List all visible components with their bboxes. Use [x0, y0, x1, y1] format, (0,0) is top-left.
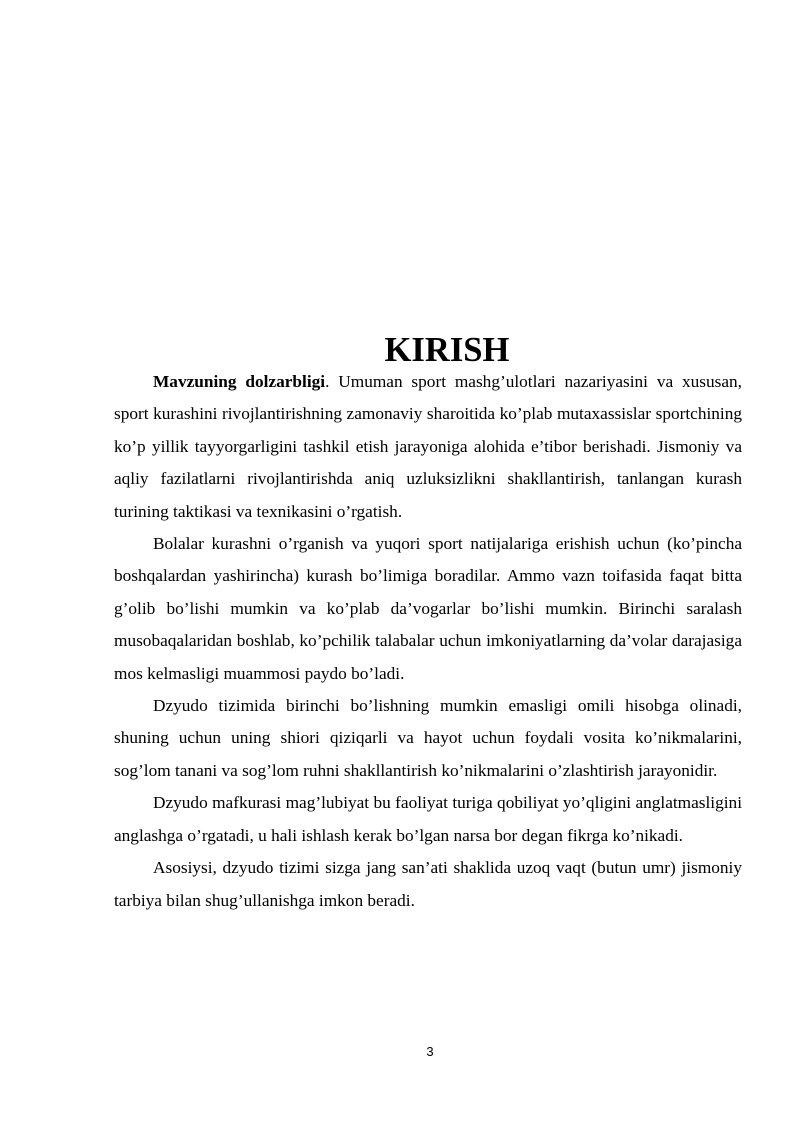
paragraph-lead: Mavzuning dolzarbligi [153, 372, 326, 391]
page-number: 3 [426, 1044, 434, 1059]
paragraph-1 [114, 366, 742, 528]
document-body [114, 331, 742, 917]
paragraph-4: Dzyudo mafkurasi mag’lubiyat bu faoliyat turiga qobiliyat yo’qligini anglatmasligini anglashga o’rgatadi, u hali ishlash kerak bo’lgan narsa bor degan fikrga ko’nikadi. [114, 793, 742, 845]
paragraph-2: Bolalar kurashni o’rganish va yuqori sport natijalariga erishish uchun (ko’pincha boshqalardan yashirincha) kurash bo’limiga boradilar. Ammo vazn toifasida faqat bitta g’olib bo’lishi mumkin va ko’plab da’vogarlar bo’lishi mumkin. Birinchi saralash musobaqalaridan boshlab, ko’pchilik talabalar uchun imkoniyatlarning da’volar darajasiga mos kelmasligi muammosi paydo bo’ladi. [114, 534, 742, 683]
section-heading: KIRISH [384, 331, 510, 369]
paragraph-text: . Umuman sport mashg’ulotlari nazariyasini va xususan, sport kurashini rivojlantirishning zamonaviy sharoitida ko’plab mutaxassislar sportchining ko’p yillik tayyorgarligini tashkil etish jarayoniga alohida e’tibor berishadi. Jismoniy va aqliy fazilatlarni rivojlantirishda aniq uzluksizlikni shakllantirish, tanlangan kurash turining taktikasi va texnikasini o’rgatish. [114, 372, 742, 521]
paragraph-3: Dzyudo tizimida birinchi bo’lishning mumkin emasligi omili hisobga olinadi, shuning uchun uning shiori qiziqarli va hayot uchun foydali vosita ko’nikmalarini, sog’lom tanani va sog’lom ruhni shakllantirish ko’nikmalarini o’zlashtirish jarayonidir. [114, 696, 742, 780]
paragraph-5: Asosiysi, dzyudo tizimi sizga jang san’ati shaklida uzoq vaqt (butun umr) jismoniy tarbiya bilan shug’ullanishga imkon beradi. [114, 858, 742, 910]
